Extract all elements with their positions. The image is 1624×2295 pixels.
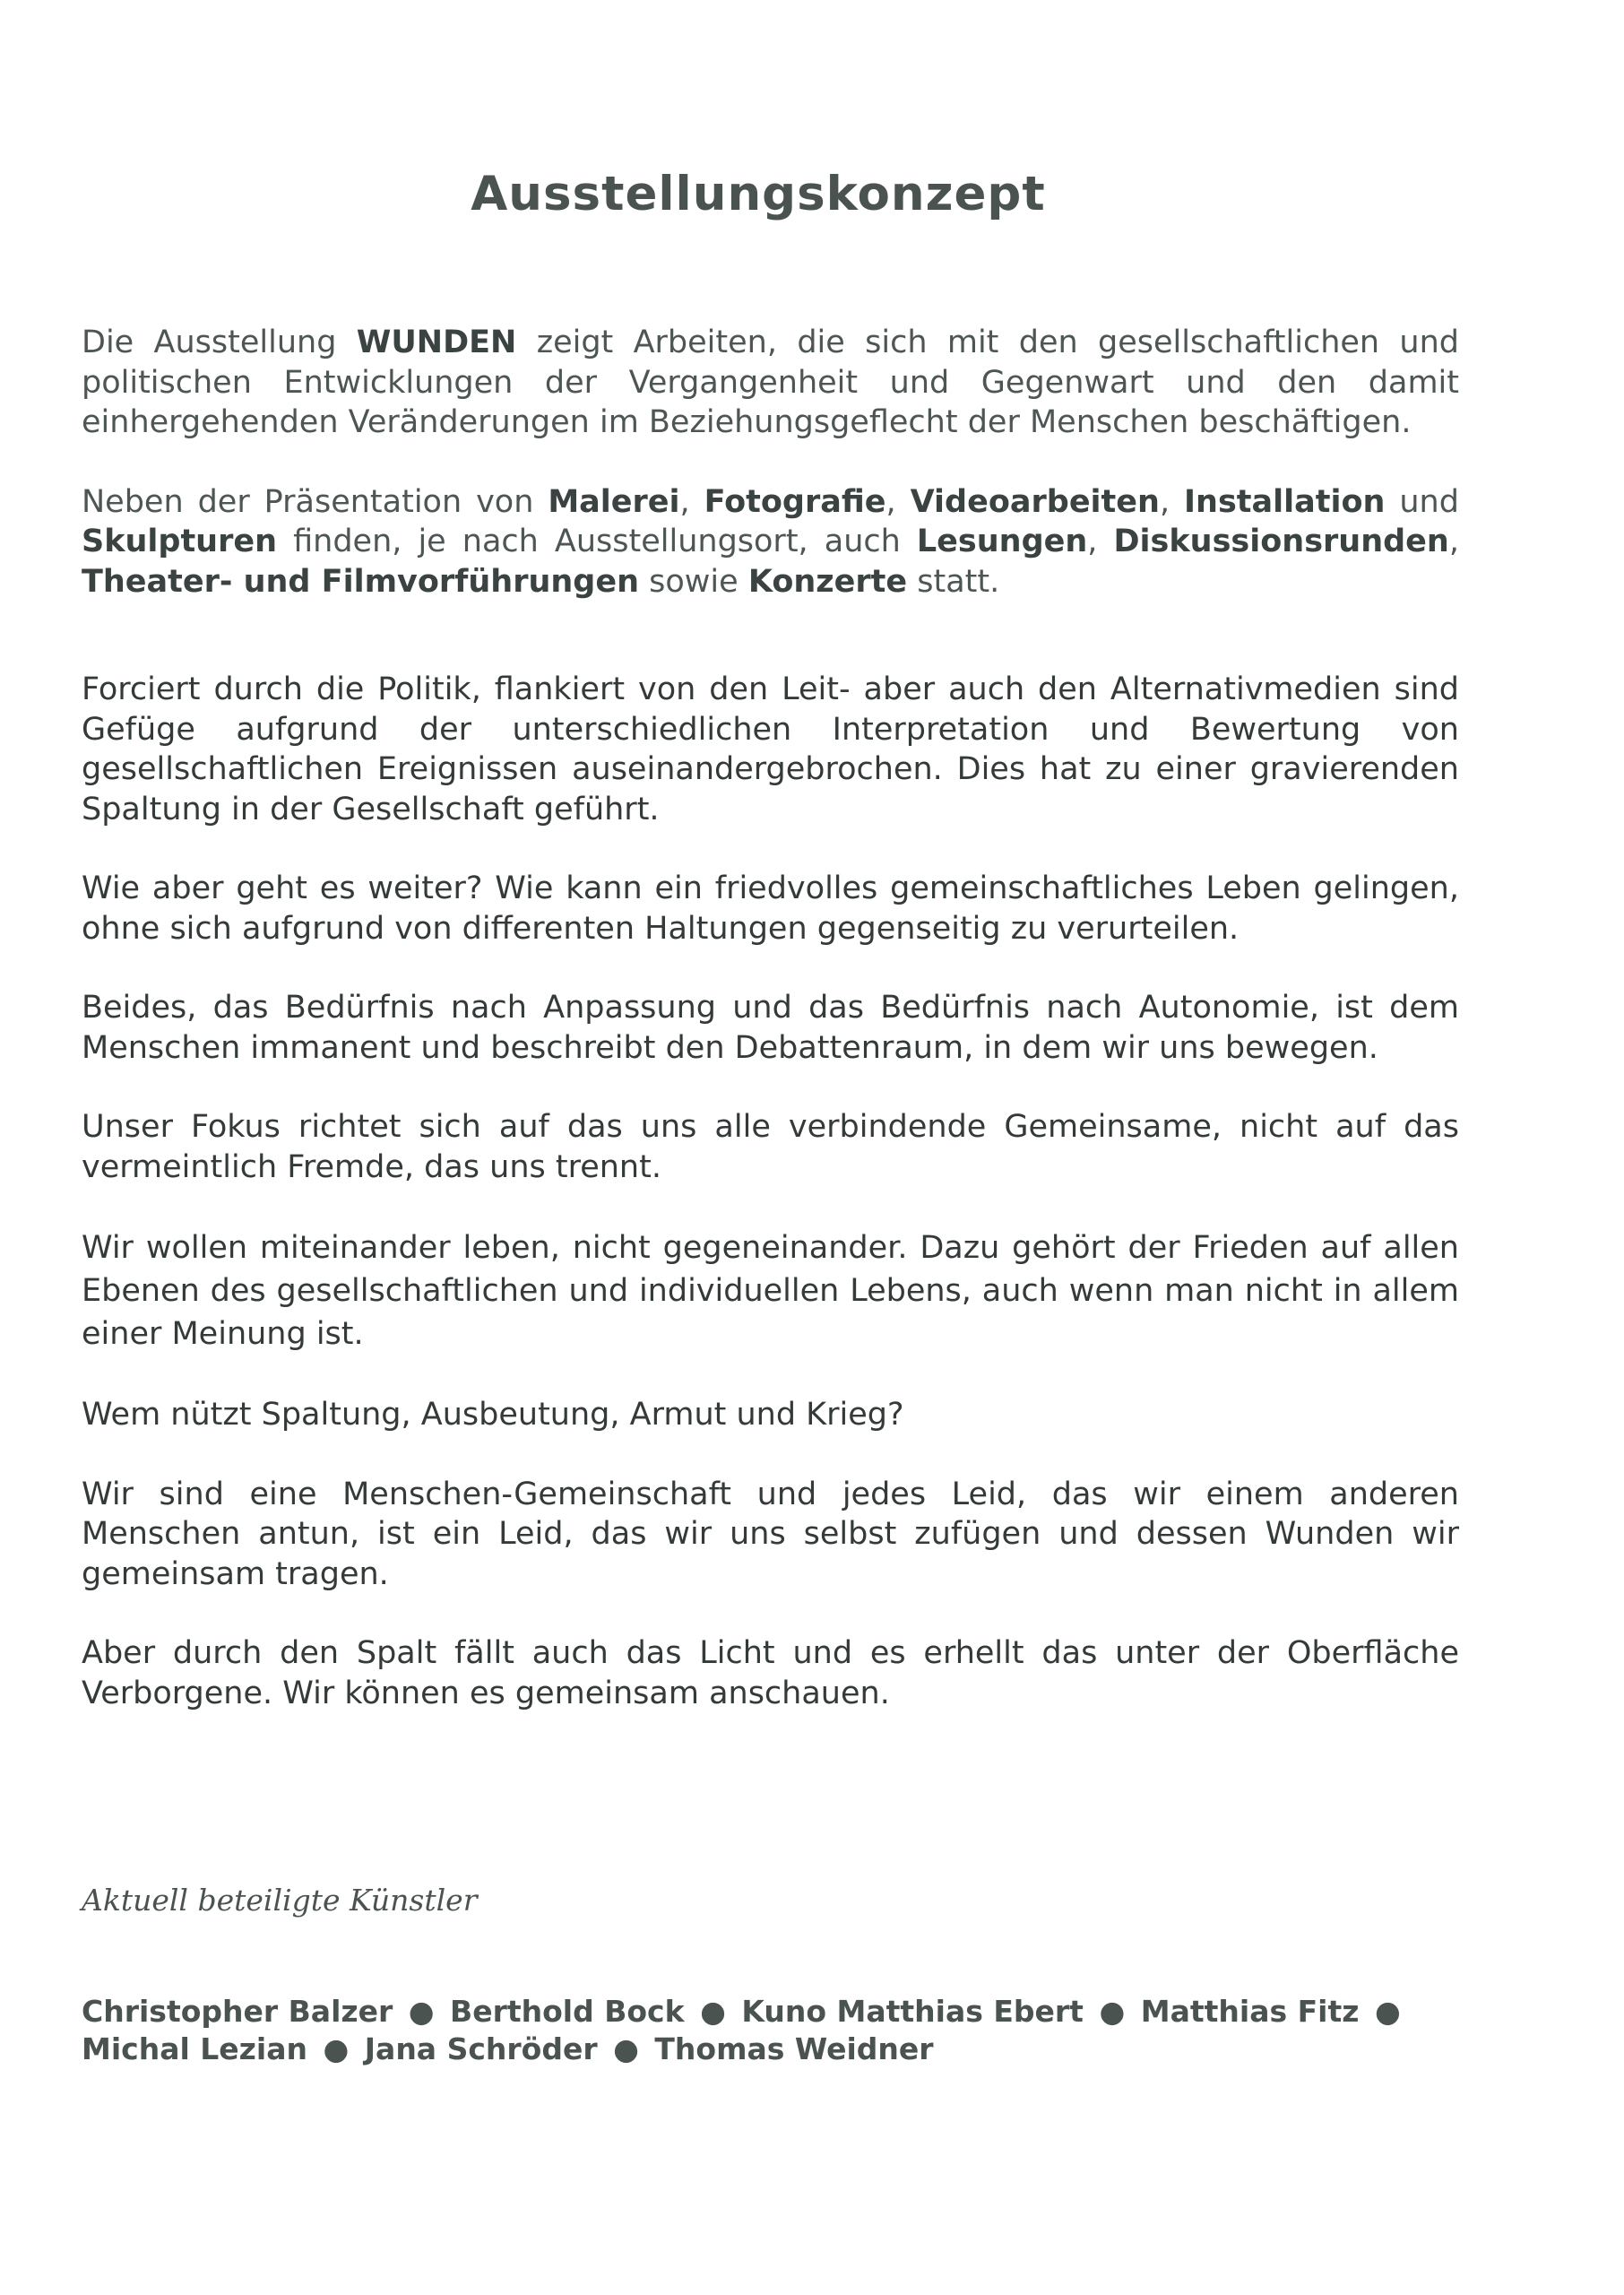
artist-name bbox=[82, 1994, 440, 2029]
text-run: und bbox=[1385, 483, 1459, 520]
text-run: finden, je nach Ausstellungsort, auch bbox=[277, 524, 917, 559]
text-run: , bbox=[1159, 483, 1184, 520]
paragraph-frage: Wem nützt Spaltung, Ausbeutung, Armut und Krieg? bbox=[82, 1397, 904, 1433]
concept-text bbox=[82, 323, 1459, 1713]
text-run: , bbox=[1448, 524, 1459, 559]
intro-paragraph-formats bbox=[82, 482, 1459, 602]
bullet-separator: ● bbox=[323, 2031, 350, 2066]
paragraph-fokus: Unser Fokus richtet sich auf das uns alle verbindende Gemeinsame, nicht auf das vermeintlich Fremde, das uns trennt. bbox=[82, 1109, 1459, 1185]
format-theater-film: Theater- und Filmvorführungen bbox=[82, 563, 640, 600]
artist-name-text: Berthold Bock bbox=[450, 1994, 685, 2029]
artist-name bbox=[450, 1994, 731, 2029]
text-run: statt. bbox=[907, 563, 1000, 600]
artist-name-text: Jana Schröder bbox=[364, 2031, 598, 2066]
format-diskussionsrunden: Diskussionsrunden bbox=[1113, 524, 1449, 559]
paragraph-spaltung: Forciert durch die Politik, flankiert von den Leit- aber auch den Alternativmedien sind Gefüge aufgrund der unterschiedlichen Interpretation und Bewertung von gesellschaftlichen Ereignissen auseinandergebrochen. Dies hat zu einer gravierenden Spaltung in der Gesellschaft geführt. bbox=[82, 671, 1459, 827]
format-skulpturen: Skulpturen bbox=[82, 524, 278, 559]
intro-paragraph-exhibition bbox=[82, 323, 1459, 443]
artist-name bbox=[82, 2031, 354, 2066]
format-videoarbeiten: Videoarbeiten bbox=[910, 483, 1160, 520]
page-title: Ausstellungskonzept bbox=[471, 166, 1046, 221]
format-installation: Installation bbox=[1184, 483, 1386, 520]
text-run: zeigt Arbeiten, die sich mit den gesellschaftlichen und politischen Entwicklungen der Vergangenheit und Gegenwart und den damit einhergehenden Veränderungen im Beziehungsgeflecht der Menschen beschäftigen. bbox=[82, 325, 1460, 440]
format-malerei: Malerei bbox=[548, 483, 680, 520]
format-lesungen: Lesungen bbox=[916, 524, 1088, 559]
bullet-separator: ● bbox=[408, 1994, 435, 2029]
exhibition-name: WUNDEN bbox=[356, 325, 517, 360]
bullet-separator: ● bbox=[1374, 1994, 1401, 2029]
format-konzerte: Konzerte bbox=[747, 563, 908, 600]
artist-name-text: Thomas Weidner bbox=[654, 2031, 934, 2066]
artist-name bbox=[1141, 1994, 1406, 2029]
paragraph-frieden: Wir wollen miteinander leben, nicht gegeneinander. Dazu gehört der Frieden auf allen Ebenen des gesellschaftlichen und individuellen Lebens, auch wenn man nicht in allem einer Meinung ist. bbox=[82, 1230, 1459, 1352]
bullet-separator: ● bbox=[700, 1994, 726, 2029]
artists-list bbox=[82, 1993, 1462, 2068]
artists-heading: Aktuell beteiligte Künstler bbox=[82, 1883, 478, 1918]
paragraph-gemeinschaft: Wir sind eine Menschen-Gemeinschaft und jedes Leid, das wir einem anderen Menschen antun, ist ein Leid, das wir uns selbst zufügen und dessen Wunden wir gemeinsam tragen. bbox=[82, 1476, 1459, 1592]
artist-name-text: Christopher Balzer bbox=[82, 1994, 393, 2029]
artist-name bbox=[741, 1994, 1130, 2029]
text-run: Neben der Präsentation von bbox=[82, 483, 549, 520]
bullet-separator: ● bbox=[1099, 1994, 1126, 2029]
bullet-separator: ● bbox=[613, 2031, 639, 2066]
artist-name bbox=[654, 2031, 933, 2066]
text-run: , bbox=[885, 483, 911, 520]
paragraph-wie-weiter: Wie aber geht es weiter? Wie kann ein friedvolles gemeinschaftliches Leben gelingen, ohne sich aufgrund von differenten Haltungen gegenseitig zu verurteilen. bbox=[82, 870, 1459, 947]
artist-name bbox=[365, 2031, 644, 2066]
text-run: , bbox=[1087, 524, 1114, 559]
text-run: sowie bbox=[639, 563, 748, 600]
paragraph-anpassung-autonomie: Beides, das Bedürfnis nach Anpassung und das Bedürfnis nach Autonomie, ist dem Menschen immanent und beschreibt den Debattenraum, in dem wir uns bewegen. bbox=[82, 990, 1459, 1066]
paragraph-licht: Aber durch den Spalt fällt auch das Licht und es erhellt das unter der Oberfläche Verborgene. Wir können es gemeinsam anschauen. bbox=[82, 1635, 1459, 1711]
format-fotografie: Fotografie bbox=[704, 483, 886, 520]
text-run: Die Ausstellung bbox=[82, 325, 357, 360]
artist-name-text: Kuno Matthias Ebert bbox=[741, 1994, 1084, 2029]
artist-name-text: Matthias Fitz bbox=[1140, 1994, 1360, 2029]
artist-name-text: Michal Lezian bbox=[82, 2031, 307, 2066]
text-run: , bbox=[679, 483, 704, 520]
